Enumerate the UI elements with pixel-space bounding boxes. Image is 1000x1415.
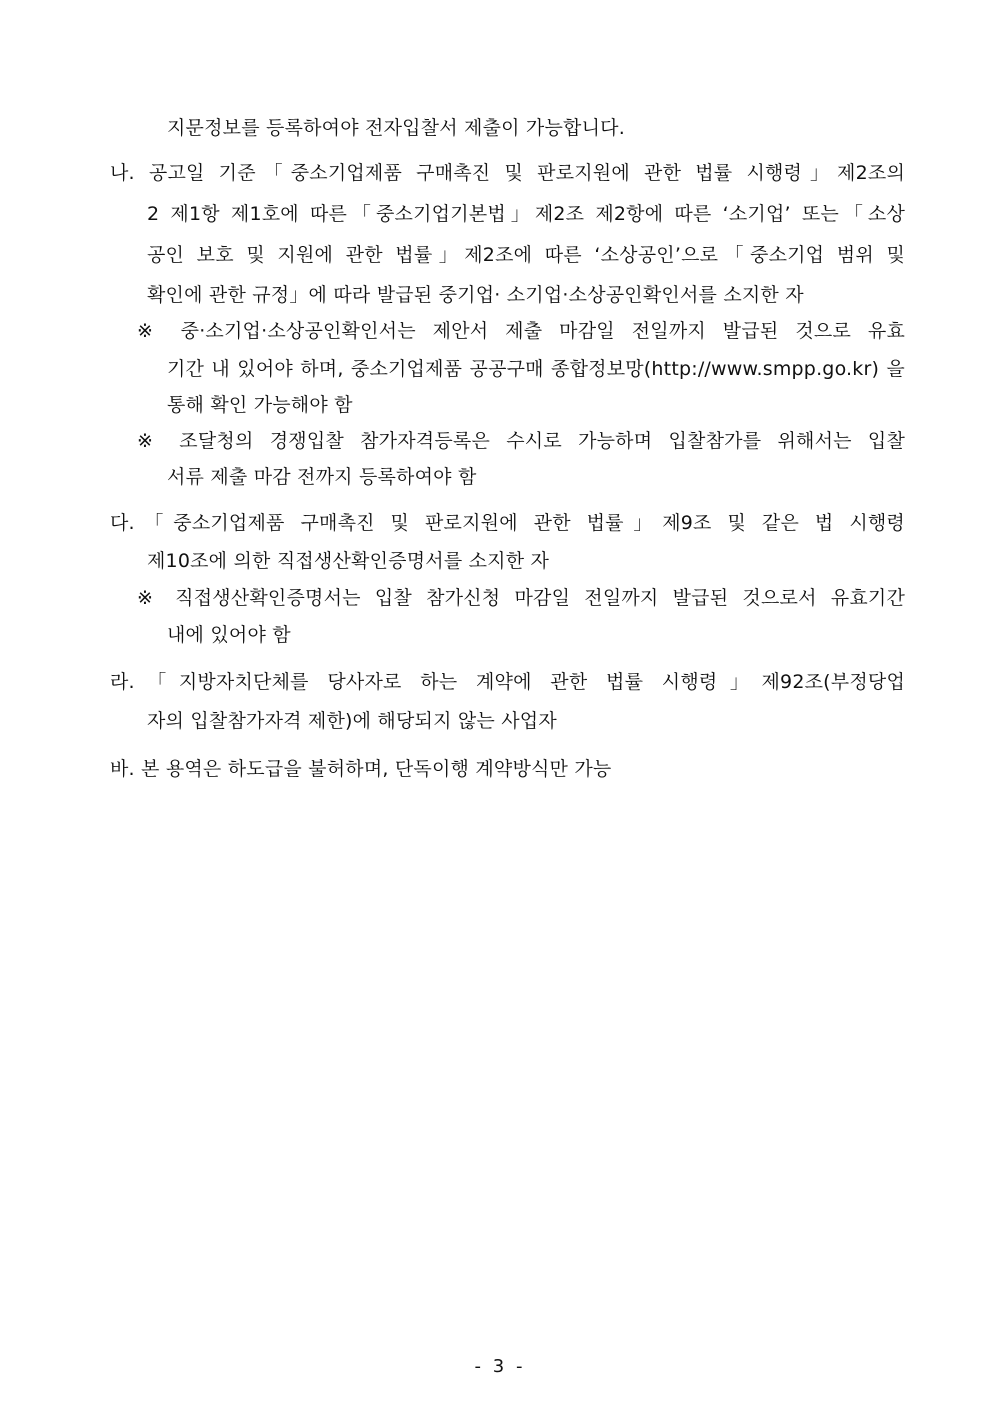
item-da-note-line-1: ※ 직접생산확인증명서는 입찰 참가신청 마감일 전일까지 발급된 것으로서 유효기간	[137, 587, 905, 609]
item-ba-line-1: 바. 본 용역은 하도급을 불허하며, 단독이행 계약방식만 가능	[110, 758, 612, 780]
continuation-line: 지문정보를 등록하여야 전자입찰서 제출이 가능합니다.	[167, 117, 625, 139]
item-ra-line-2: 자의 입찰참가자격 제한)에 해당되지 않는 사업자	[147, 710, 557, 732]
item-da-line-2: 제10조에 의한 직접생산확인증명서를 소지한 자	[147, 550, 550, 572]
item-na-note1-line-2: 기간 내 있어야 하며, 중소기업제품 공공구매 종합정보망(http://www.smpp.go.kr) 을	[167, 358, 905, 380]
page-number: - 3 -	[474, 1356, 526, 1377]
item-na-note1-line-1: ※ 중·소기업·소상공인확인서는 제안서 제출 마감일 전일까지 발급된 것으로 유효	[137, 320, 905, 342]
item-na-line-4: 확인에 관한 규정」에 따라 발급된 중기업· 소기업·소상공인확인서를 소지한 자	[147, 284, 804, 306]
item-na-note2-line-1: ※ 조달청의 경쟁입찰 참가자격등록은 수시로 가능하며 입찰참가를 위해서는 입찰	[137, 430, 905, 452]
item-ra-line-1: 라.「지방자치단체를 당사자로 하는 계약에 관한 법률 시행령」제92조(부정당업	[110, 671, 905, 693]
item-na-line-1: 나. 공고일 기준「중소기업제품 구매촉진 및 판로지원에 관한 법률 시행령」제2조의	[110, 162, 905, 184]
item-na-note1-line-3: 통해 확인 가능해야 함	[167, 394, 353, 416]
item-na-line-2: 2 제1항 제1호에 따른「중소기업기본법」제2조 제2항에 따른 ‘소기업’ 또는「소상	[147, 203, 905, 225]
item-da-note-line-2: 내에 있어야 함	[167, 624, 291, 646]
item-da-line-1: 다.「중소기업제품 구매촉진 및 판로지원에 관한 법률」제9조 및 같은 법 시행령	[110, 512, 905, 534]
item-na-line-3: 공인 보호 및 지원에 관한 법률」제2조에 따른 ‘소상공인’으로「중소기업 범위 및	[147, 244, 905, 266]
item-na-note2-line-2: 서류 제출 마감 전까지 등록하여야 함	[167, 466, 477, 488]
